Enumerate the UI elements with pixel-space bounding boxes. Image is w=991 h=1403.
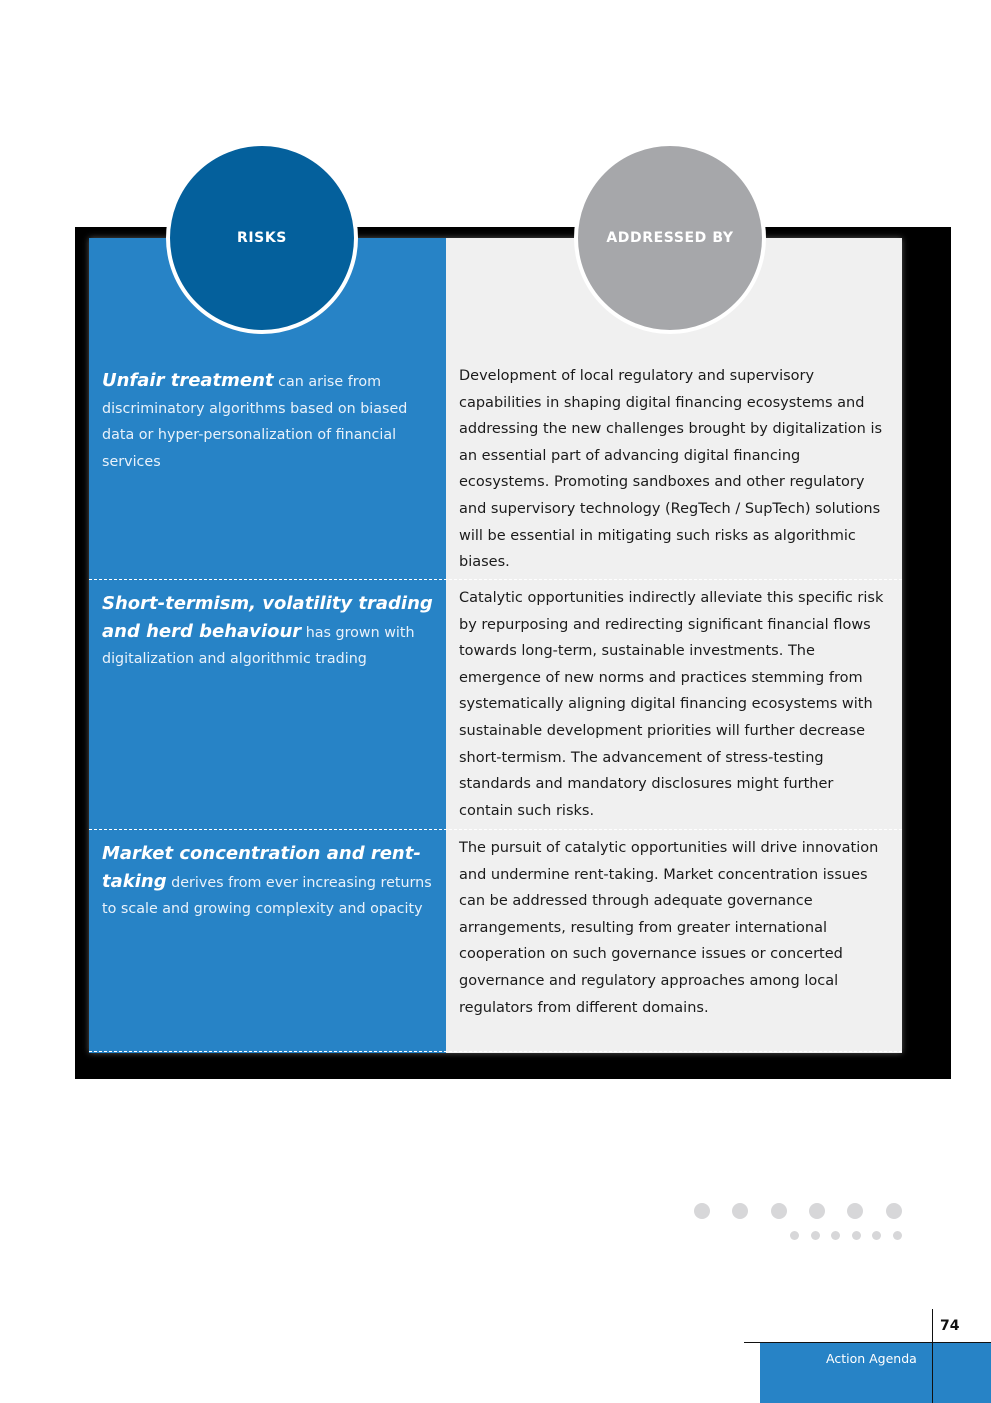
risk-cell-market-concentration xyxy=(102,841,434,923)
risk-title: Short-termism, volatility trading and herd behaviour xyxy=(102,593,433,642)
risk-cell-unfair-treatment xyxy=(102,368,434,476)
dot xyxy=(831,1231,840,1240)
addressed-cell: The pursuit of catalytic opportunities will drive innovation and undermine rent-taking. Market concentration issues can be addressed through adequate governance arrangements, resulting from greater international cooperation on such governance issues or concerted governance and regulatory approaches among local regulators from different domains. xyxy=(459,840,879,1016)
risks-header-label: RISKS xyxy=(236,230,287,246)
addressed-cell: Catalytic opportunities indirectly alleviate this specific risk by repurposing and redirecting significant financial flows towards long-term, sustainable investments. The emergence of new norms and practices stemming from systematically aligning digital financing ecosystems with sustainable development priorities will further decrease short-termism. The advancement of stress-testing standards and mandatory disclosures might further contain such risks. xyxy=(459,590,884,819)
dot xyxy=(694,1203,710,1219)
risks-table xyxy=(89,238,902,1053)
page-number: 74 xyxy=(940,1318,960,1334)
addressed-by-header-label: ADDRESSED BY xyxy=(606,230,734,246)
risks-header-circle xyxy=(166,142,358,334)
risk-cell-short-termism xyxy=(102,591,434,673)
dot xyxy=(811,1231,820,1240)
dot xyxy=(893,1231,902,1240)
risk-description: can arise from discriminatory algorithms based on biased data or hyper-personalization of financial services xyxy=(102,374,408,471)
risk-description: has grown with digitalization and algorithmic trading xyxy=(102,624,415,668)
dot xyxy=(790,1231,799,1240)
dot xyxy=(852,1231,861,1240)
addressed-cell: Development of local regulatory and supervisory capabilities in shaping digital financing ecosystems and addressing the new challenges brought by digitalization is an essential part of advancing digital financing ecosystems. Promoting sandboxes and other regulatory and supervisory technology (RegTech / SupTech) solutions will be essential in mitigating such risks as algorithmic biases. xyxy=(459,368,883,571)
footer-rule xyxy=(932,1309,933,1403)
footer-section-label: Action Agenda xyxy=(826,1351,917,1366)
dot xyxy=(886,1203,902,1219)
risk-title: Market concentration and rent-taking xyxy=(102,843,421,892)
dot xyxy=(809,1203,825,1219)
risk-title: Unfair treatment xyxy=(102,370,274,391)
dot xyxy=(732,1203,748,1219)
row-divider xyxy=(89,829,902,830)
addressed-by-header-circle xyxy=(574,142,766,334)
dot xyxy=(847,1203,863,1219)
dot xyxy=(771,1203,787,1219)
row-divider xyxy=(89,579,902,580)
row-divider xyxy=(89,1051,902,1052)
dot xyxy=(872,1231,881,1240)
footer-rule xyxy=(744,1342,991,1343)
risk-description: derives from ever increasing returns to scale and growing complexity and opacity xyxy=(102,874,432,918)
